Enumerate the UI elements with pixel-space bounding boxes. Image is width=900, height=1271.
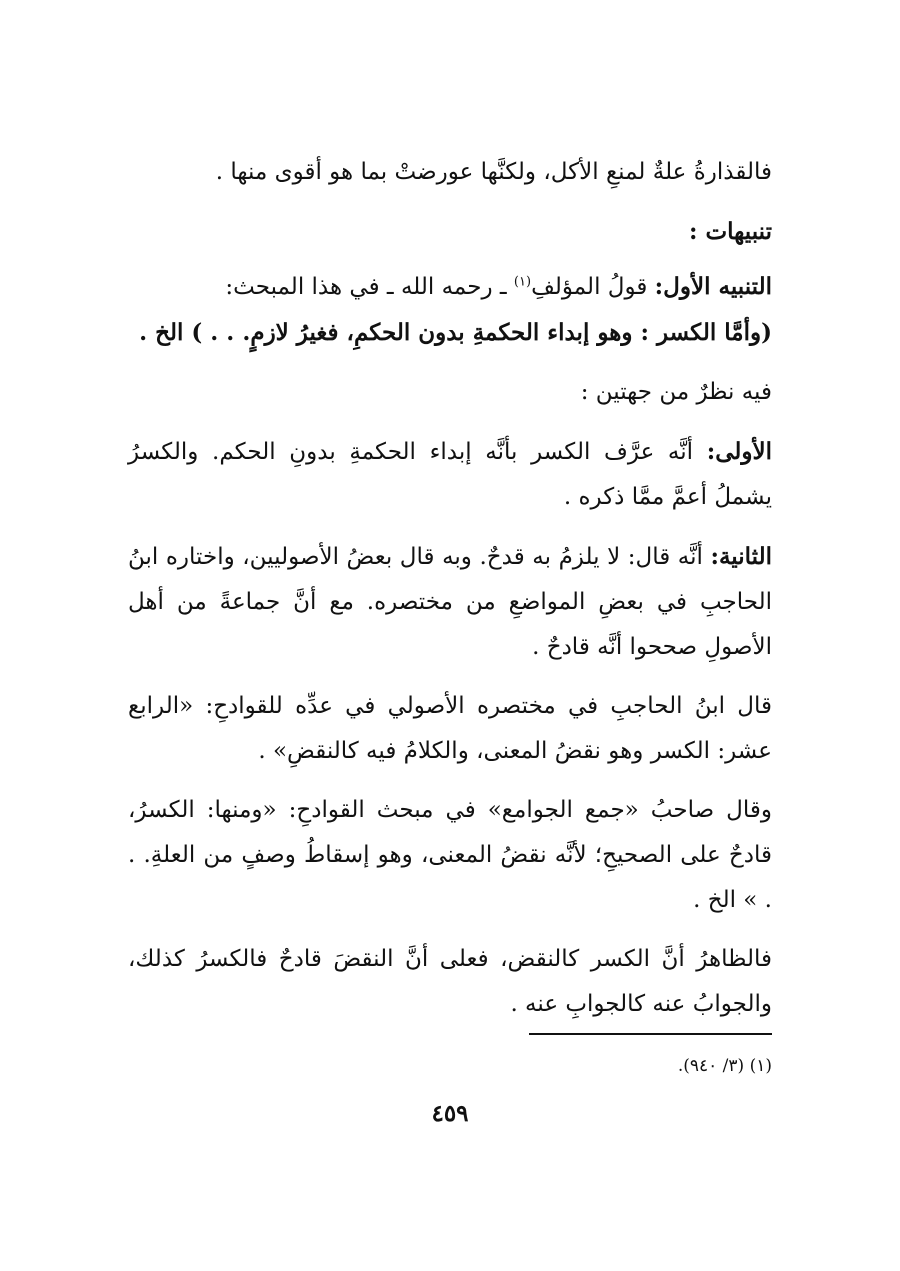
first-note-label: التنبيه الأول: — [654, 273, 772, 300]
paragraph-jam-jawami: وقال صاحبُ «جمع الجوامع» في مبحث القوادحِ: «ومنها: الكسرُ، قادحٌ على الصحيحِ؛ لأنَّه نقضُ المعنى، وهو إسقاطُ وصفٍ من العلةِ. . . » الخ . — [128, 797, 772, 913]
first-aspect-text: أنَّه عرَّف الكسر بأنَّه إبداء الحكمةِ بدونِ الحكم. والكسرُ يشملُ أعمَّ ممَّا ذكره . — [128, 439, 772, 510]
paragraph-first-note — [128, 264, 772, 356]
author-quote: (وأمَّا الكسر : وهو إبداء الحكمةِ بدون الحكمِ، فغيرُ لازمٍ. . . ) الخ . — [139, 319, 772, 346]
paragraph-first-aspect — [128, 429, 772, 520]
first-aspect-label: الأولى: — [706, 438, 772, 465]
footnote: (١) (٣/ ٩٤٠). — [677, 1056, 772, 1076]
paragraph-1: فالقذارةُ علةٌ لمنعِ الأكل، ولكنَّها عورضتْ بما هو أقوى منها . — [215, 159, 772, 185]
footnote-separator — [529, 1033, 772, 1035]
first-note-rest: ـ رحمه الله ـ في هذا المبحث: — [225, 274, 514, 300]
first-note-text: قولُ المؤلفِ — [531, 274, 655, 300]
paragraph-conclusion: فالظاهرُ أنَّ الكسر كالنقض، فعلى أنَّ النقضَ قادحٌ فالكسرُ كذلك، والجوابُ عنه كالجوابِ عنه . — [128, 946, 772, 1017]
footnote-marker: (١) — [513, 274, 532, 290]
second-aspect-text: أنَّه قال: لا يلزمُ به قدحٌ. وبه قال بعضُ الأصوليين، واختاره ابنُ الحاجبِ في بعضِ المواضعِ من مختصره. مع أنَّ جماعةً من أهل الأصولِ صححوا أنَّه قادحٌ . — [128, 544, 772, 660]
paragraph-second-aspect — [128, 534, 772, 670]
page-body — [128, 150, 772, 1041]
paragraph-two-aspects: فيه نظرٌ من جهتين : — [580, 379, 772, 405]
page-number: ٤٥٩ — [431, 1100, 469, 1127]
paragraph-ibn-hajib: قال ابنُ الحاجبِ في مختصره الأصولي في عدِّه للقوادحِ: «الرابع عشر: الكسر وهو نقضُ المعنى، والكلامُ فيه كالنقضِ» . — [128, 693, 772, 764]
second-aspect-label: الثانية: — [710, 543, 772, 570]
heading-notes: تنبيهات : — [689, 218, 772, 245]
